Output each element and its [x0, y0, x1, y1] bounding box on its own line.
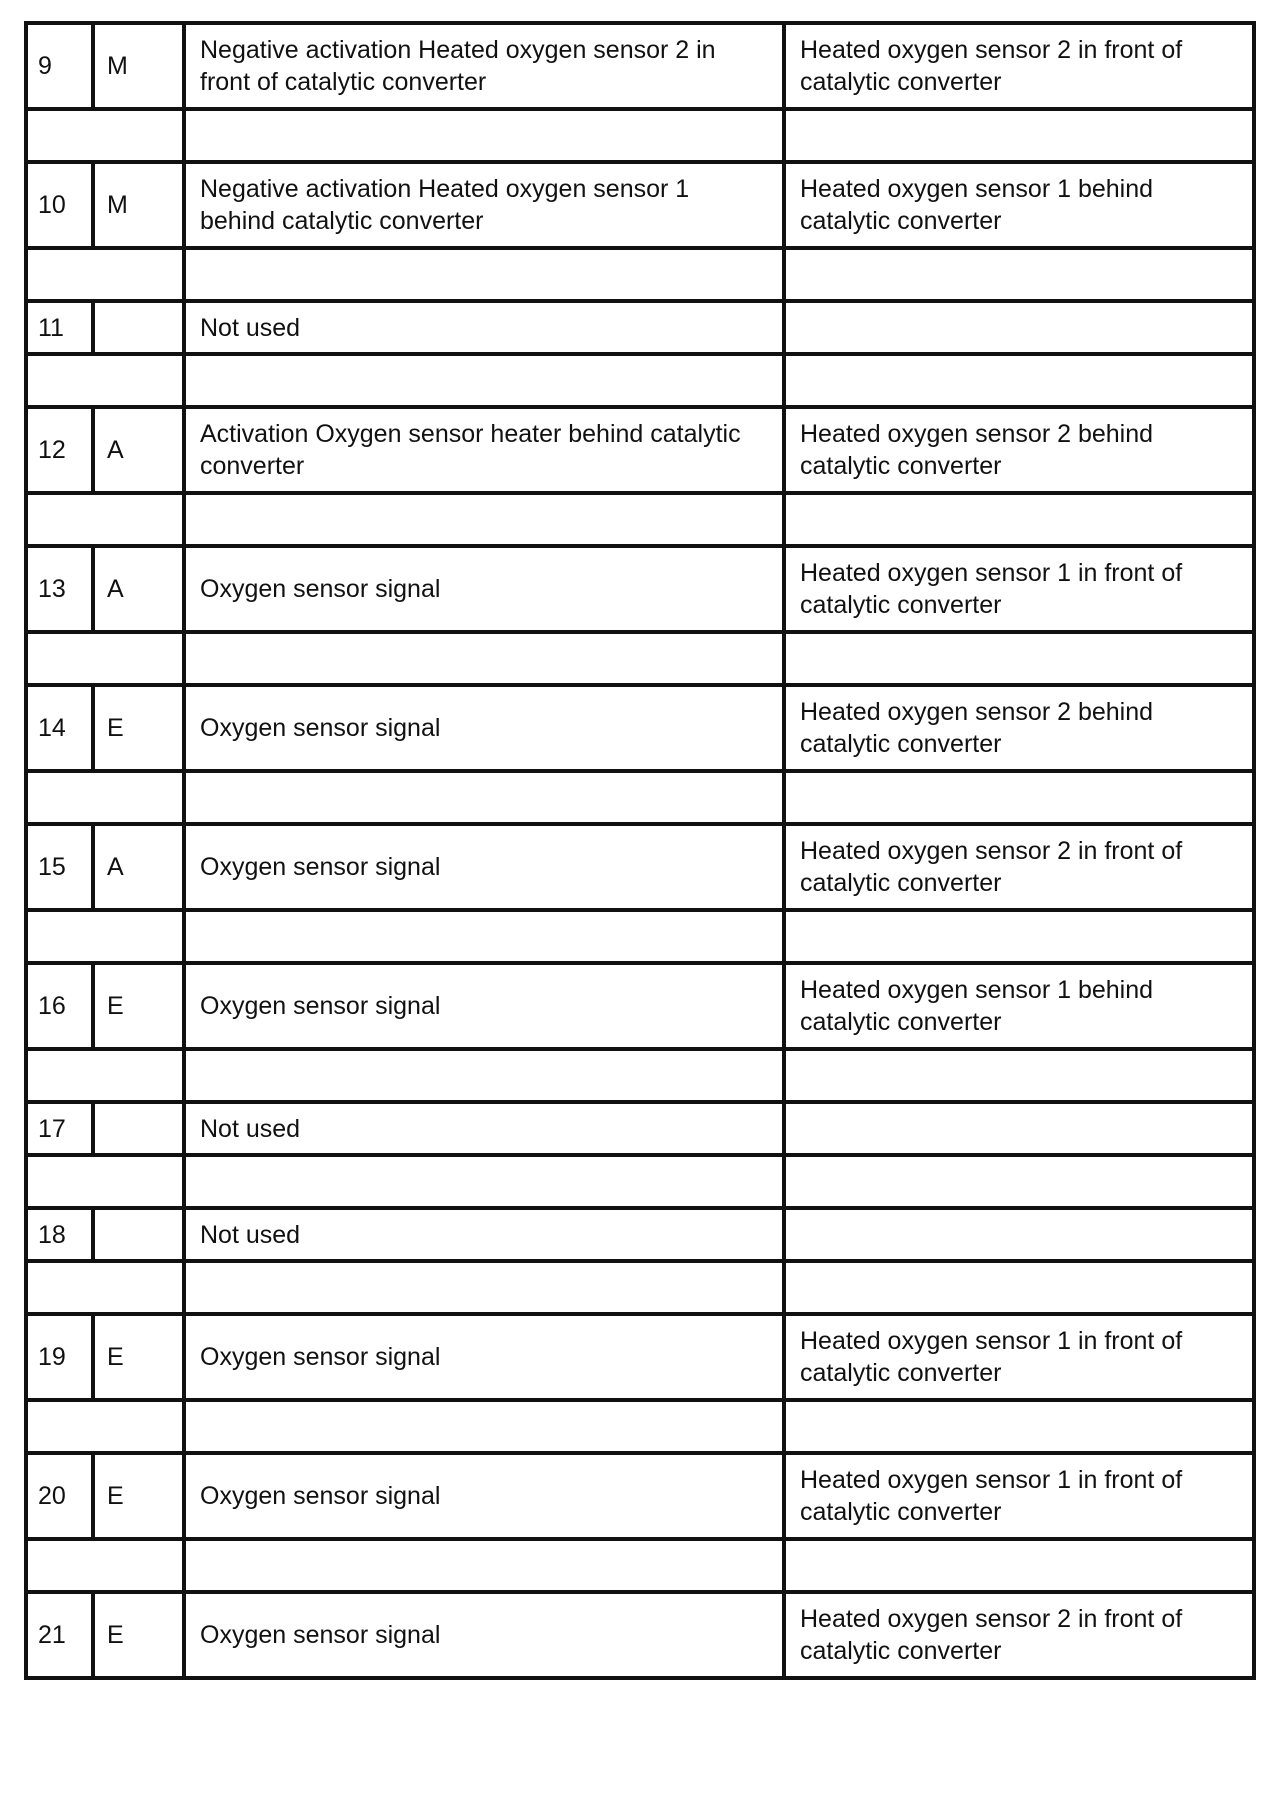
- signal-type: A: [93, 407, 184, 493]
- pin-function: Not used: [184, 301, 784, 354]
- table-row: [26, 546, 1254, 632]
- pin-number: 18: [26, 1208, 93, 1261]
- spacer-row: [26, 493, 1254, 546]
- pin-number: 19: [26, 1314, 93, 1400]
- pin-number: 15: [26, 824, 93, 910]
- table-row: [26, 301, 1254, 354]
- component-name: Heated oxygen sensor 1 in front of catalytic converter: [784, 546, 1254, 632]
- component-name: Heated oxygen sensor 1 behind catalytic converter: [784, 963, 1254, 1049]
- pin-number: 20: [26, 1453, 93, 1539]
- spacer-row: [26, 1400, 1254, 1453]
- signal-type: E: [93, 963, 184, 1049]
- component-name: Heated oxygen sensor 2 in front of catalytic converter: [784, 1592, 1254, 1678]
- signal-type: E: [93, 1453, 184, 1539]
- table-row: [26, 1592, 1254, 1678]
- pin-function: Negative activation Heated oxygen sensor 1 behind catalytic converter: [184, 162, 784, 248]
- table-row: [26, 23, 1254, 109]
- spacer-row: [26, 910, 1254, 963]
- spacer-row: [26, 632, 1254, 685]
- table-row: [26, 162, 1254, 248]
- signal-type: M: [93, 23, 184, 109]
- spacer-row: [26, 771, 1254, 824]
- spacer-row: [26, 1049, 1254, 1102]
- component-name: Heated oxygen sensor 2 behind catalytic converter: [784, 685, 1254, 771]
- component-name: Heated oxygen sensor 1 in front of catalytic converter: [784, 1314, 1254, 1400]
- component-name: [784, 301, 1254, 354]
- pin-number: 11: [26, 301, 93, 354]
- component-name: [784, 1208, 1254, 1261]
- table-row: [26, 407, 1254, 493]
- pin-number: 9: [26, 23, 93, 109]
- pin-number: 14: [26, 685, 93, 771]
- pin-number: 13: [26, 546, 93, 632]
- component-name: Heated oxygen sensor 2 behind catalytic converter: [784, 407, 1254, 493]
- pin-number: 10: [26, 162, 93, 248]
- pin-number: 21: [26, 1592, 93, 1678]
- spacer-row: [26, 248, 1254, 301]
- signal-type: E: [93, 1592, 184, 1678]
- pin-function: Oxygen sensor signal: [184, 824, 784, 910]
- spacer-row: [26, 109, 1254, 162]
- spacer-row: [26, 354, 1254, 407]
- component-name: Heated oxygen sensor 1 in front of catalytic converter: [784, 1453, 1254, 1539]
- table-row: [26, 1314, 1254, 1400]
- signal-type: E: [93, 1314, 184, 1400]
- component-name: Heated oxygen sensor 1 behind catalytic converter: [784, 162, 1254, 248]
- spacer-row: [26, 1155, 1254, 1208]
- pin-function: Not used: [184, 1208, 784, 1261]
- pin-number: 17: [26, 1102, 93, 1155]
- pin-assignment-table: [24, 21, 1256, 1680]
- table-row: [26, 685, 1254, 771]
- table-row: [26, 963, 1254, 1049]
- table-row: [26, 1102, 1254, 1155]
- pin-function: Not used: [184, 1102, 784, 1155]
- spacer-row: [26, 1539, 1254, 1592]
- signal-type: E: [93, 685, 184, 771]
- pin-function: Oxygen sensor signal: [184, 1592, 784, 1678]
- signal-type: A: [93, 546, 184, 632]
- signal-type: M: [93, 162, 184, 248]
- pin-number: 16: [26, 963, 93, 1049]
- component-name: [784, 1102, 1254, 1155]
- signal-type: A: [93, 824, 184, 910]
- component-name: Heated oxygen sensor 2 in front of catalytic converter: [784, 23, 1254, 109]
- pin-function: Oxygen sensor signal: [184, 1314, 784, 1400]
- table-row: [26, 1208, 1254, 1261]
- signal-type: [93, 301, 184, 354]
- pin-function: Activation Oxygen sensor heater behind catalytic converter: [184, 407, 784, 493]
- pin-function: Oxygen sensor signal: [184, 546, 784, 632]
- component-name: Heated oxygen sensor 2 in front of catalytic converter: [784, 824, 1254, 910]
- spacer-row: [26, 1261, 1254, 1314]
- table-row: [26, 824, 1254, 910]
- pin-function: Oxygen sensor signal: [184, 685, 784, 771]
- signal-type: [93, 1208, 184, 1261]
- signal-type: [93, 1102, 184, 1155]
- table-row: [26, 1453, 1254, 1539]
- pin-function: Oxygen sensor signal: [184, 1453, 784, 1539]
- pin-function: Negative activation Heated oxygen sensor 2 in front of catalytic converter: [184, 23, 784, 109]
- pin-number: 12: [26, 407, 93, 493]
- pin-function: Oxygen sensor signal: [184, 963, 784, 1049]
